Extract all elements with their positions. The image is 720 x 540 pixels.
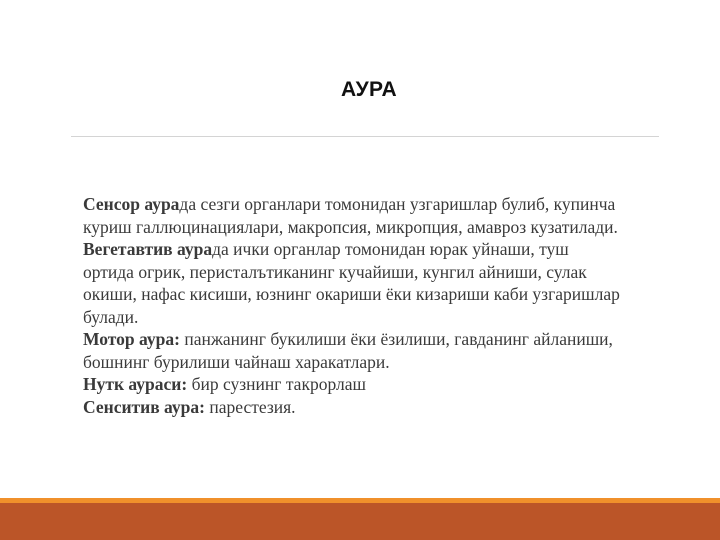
term-speech-aura: Нутк аураси: xyxy=(83,374,188,394)
paragraph-sensory-aura xyxy=(83,193,623,238)
title-divider xyxy=(71,136,659,137)
paragraph-speech-aura xyxy=(83,373,623,396)
paragraph-text: да сезги органлари томонидан узгаришлар булиб, купинча куриш галлюцинациялари, макропсия, микропция, амавроз кузатилади. xyxy=(83,194,618,237)
paragraph-text: панжанинг букилиши ёки ёзилиши, гавданинг айланиши, бошнинг бурилиши чайнаш харакатлари. xyxy=(83,329,613,372)
footer-band xyxy=(0,503,720,540)
paragraph-text: парестезия. xyxy=(204,396,296,417)
paragraph-motor-aura xyxy=(83,328,623,373)
slide-body xyxy=(83,193,623,418)
slide-title: АУРА xyxy=(341,78,397,101)
term-sensory-aura: Сенсор аура xyxy=(83,194,180,214)
paragraph-sensitive-aura xyxy=(83,396,623,419)
term-motor-aura: Мотор аура: xyxy=(83,329,180,349)
paragraph-text: бир сузнинг такрорлаш xyxy=(187,374,366,394)
term-sensitive-aura: Сенситив аура: xyxy=(83,396,205,417)
paragraph-text: да ички органлар томонидан юрак уйнаши, туш ортида огрик, перисталътиканинг кучайиши, кунгил айниши, сулак окиши, нафас кисиши, юзнинг окариши ёки кизариши каби узгаришлар булади. xyxy=(83,239,620,327)
paragraph-vegetative-aura xyxy=(83,238,623,328)
term-vegetative-aura: Вегетавтив аура xyxy=(83,239,213,259)
